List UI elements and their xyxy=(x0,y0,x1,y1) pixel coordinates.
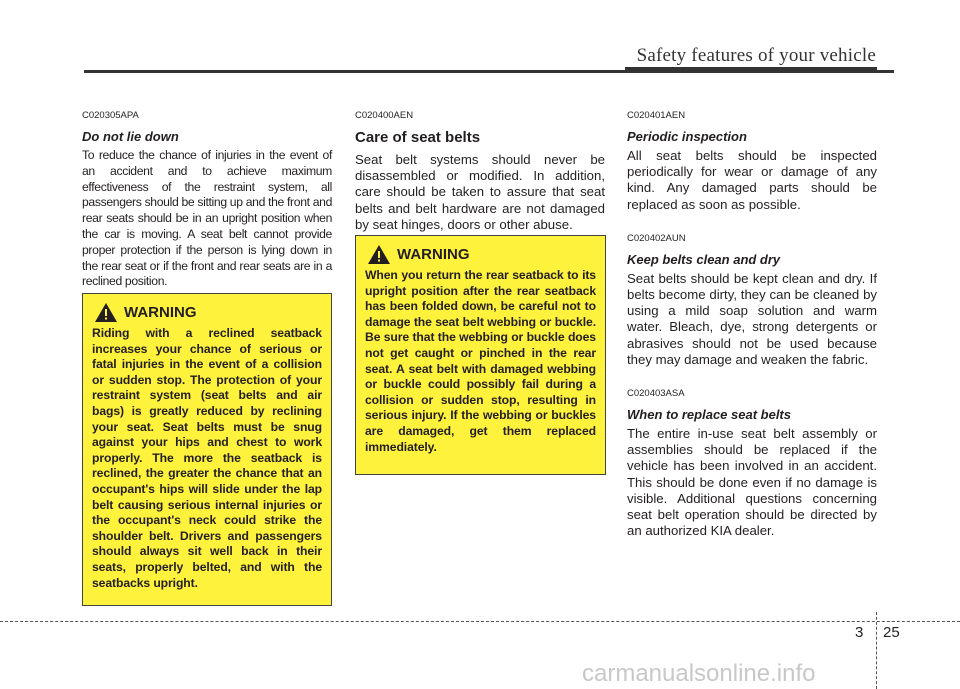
section-code: C020401AEN xyxy=(627,110,686,121)
warning-box xyxy=(355,235,606,475)
column-2 xyxy=(355,110,605,233)
warning-text: When you return the rear seatback to its upright position after the rear seatback has been folded down, be careful not to damage the seat belt webbing or buckle. Be sure that the webbing or buckle does not get caught or pinched in the rear seat. A seat belt with damaged webbing or buckle could possibly fail during a collision or sudden stop, resulting in serious injury. If the webbing or buckles are damaged, get them replaced immediately. xyxy=(365,268,596,454)
section-heading: When to replace seat belts xyxy=(627,407,791,423)
warning-box xyxy=(82,293,332,606)
footer-rule xyxy=(0,621,960,622)
warning-text: Riding with a reclined seatback increases your chance of serious or fatal injuries in the event of a collision or sudden stop. The protection of your restraint system (seat belts and air bags) is greatly reduced by reclining your seat. Seat belts must be snug against your hips and chest to work properly. The more the seatback is reclined, the greater the chance that an occupant's hips will slide under the lap belt causing serious internal injuries or the occupant's neck could strike the shoulder belt. Drivers and passengers should always sit well back in their seats, properly belted, and with the seatbacks upright. xyxy=(92,326,322,590)
section-body: Seat belts should be kept clean and dry. If belts become dirty, they can be cleaned by using a mild soap solution and warm water. Bleach, dye, strong detergents or abrasives should not be used because they may damage and weaken the fabric. xyxy=(627,270,877,367)
warning-title: WARNING xyxy=(397,246,470,263)
warning-triangle-icon xyxy=(94,302,118,323)
warning-triangle-icon xyxy=(367,244,391,265)
section-code: C020305APA xyxy=(82,110,139,121)
warning-header xyxy=(94,302,322,323)
section-code: C020402AUN xyxy=(627,232,686,244)
section-body: Seat belt systems should never be disassembled or modified. In addition, care should be taken to assure that seat belts and belt hardware are not damaged by seat hinges, doors or other abuse. xyxy=(355,152,605,232)
section-body: All seat belts should be inspected periodically for wear or damage of any kind. Any damaged parts should be replaced as soon as possible. xyxy=(627,148,877,212)
chapter-number: 3 xyxy=(855,624,864,641)
section-heading: Periodic inspection xyxy=(627,129,747,144)
section-heading: Care of seat belts xyxy=(355,129,481,146)
warning-title: WARNING xyxy=(124,304,197,321)
section-code: C020403ASA xyxy=(627,388,685,400)
column-1 xyxy=(82,110,332,290)
footer-divider xyxy=(876,612,877,689)
section-heading: Keep belts clean and dry xyxy=(627,251,781,267)
column-3 xyxy=(627,110,877,539)
section-body: The entire in-use seat belt assembly or assemblies should be replaced if the vehicle has been involved in an accident. This should be done even if no damage is visible. Additional questions concerning seat belt operation should be directed by an authorized KIA dealer. xyxy=(627,426,877,539)
section-heading: Do not lie down xyxy=(82,129,179,144)
page-number: 25 xyxy=(883,624,900,641)
section-code: C020400AEN xyxy=(355,110,414,121)
watermark: carmanualsonline.info xyxy=(582,660,816,687)
section-body: To reduce the chance of injuries in the event of an accident and to achieve maximum effectiveness of the restraint system, all passengers should be sitting up and the front and rear seats should be in an upright position when the car is moving. A seat belt cannot provide proper protection if the person is lying down in the rear seat or if the front and rear seats are in a reclined position. xyxy=(82,148,332,289)
warning-header xyxy=(367,244,596,265)
header-rule-accent xyxy=(625,67,877,73)
running-header: Safety features of your vehicle xyxy=(636,45,876,66)
